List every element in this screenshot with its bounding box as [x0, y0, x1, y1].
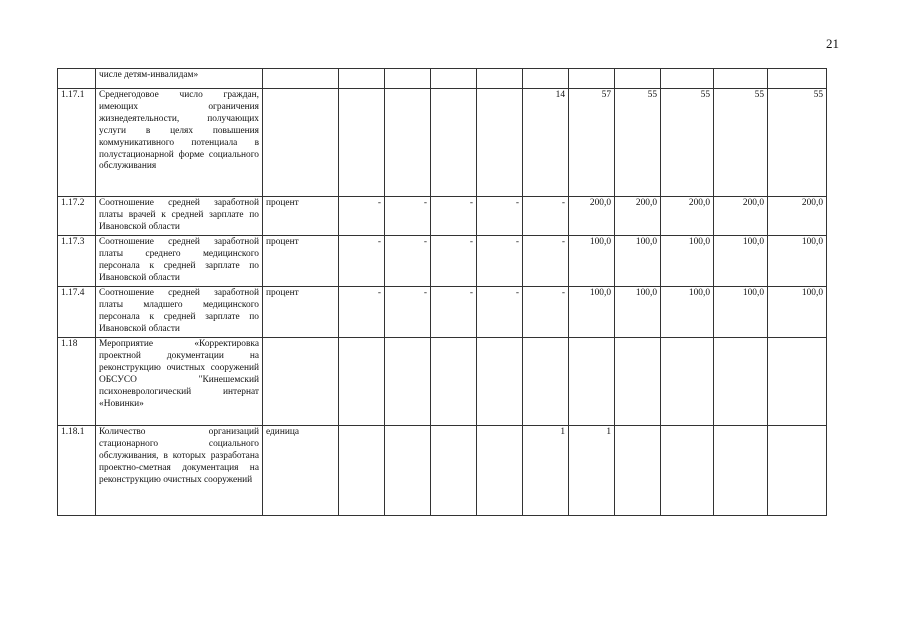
value-cell: 100,0	[768, 287, 827, 338]
indicator-name: Соотношение средней заработной платы среднего медицинского персонала к средней зарплате по Ивановской области	[96, 236, 263, 287]
row-number	[58, 69, 96, 89]
value-cell: 100,0	[714, 287, 768, 338]
table-row	[58, 69, 827, 89]
value-cell: -	[385, 236, 431, 287]
indicator-name: Соотношение средней заработной платы врачей к средней зарплате по Ивановской области	[96, 197, 263, 236]
unit-cell: процент	[263, 197, 339, 236]
value-cell	[615, 338, 661, 426]
value-cell: 55	[714, 89, 768, 197]
value-cell: 200,0	[661, 197, 714, 236]
value-cell: 100,0	[569, 236, 615, 287]
value-cell	[523, 69, 569, 89]
value-cell	[768, 69, 827, 89]
value-cell	[714, 69, 768, 89]
value-cell: -	[523, 236, 569, 287]
value-cell: -	[385, 287, 431, 338]
value-cell	[661, 69, 714, 89]
value-cell	[431, 89, 477, 197]
value-cell	[431, 338, 477, 426]
value-cell: 1	[569, 426, 615, 516]
value-cell: -	[523, 287, 569, 338]
value-cell	[477, 69, 523, 89]
value-cell: 100,0	[615, 287, 661, 338]
value-cell: -	[477, 287, 523, 338]
value-cell	[477, 89, 523, 197]
value-cell	[339, 426, 385, 516]
row-number: 1.17.1	[58, 89, 96, 197]
indicator-name: Мероприятие «Корректировка проектной документации на реконструкцию очистных сооружений ОБСУСО "Кинешемский психоневрологический интернат «Новинки»	[96, 338, 263, 426]
value-cell: 200,0	[569, 197, 615, 236]
value-cell	[339, 89, 385, 197]
value-cell	[714, 426, 768, 516]
indicator-name: Количество организаций стационарного социального обслуживания, в которых разработана проектно-сметная документация на реконструкцию очистных сооружений	[96, 426, 263, 516]
value-cell: 200,0	[714, 197, 768, 236]
value-cell: -	[523, 197, 569, 236]
table-row	[58, 89, 827, 197]
unit-cell	[263, 69, 339, 89]
value-cell: 100,0	[615, 236, 661, 287]
value-cell: 100,0	[768, 236, 827, 287]
value-cell	[523, 338, 569, 426]
unit-cell: единица	[263, 426, 339, 516]
table-row	[58, 236, 827, 287]
value-cell: 100,0	[661, 287, 714, 338]
row-number: 1.17.2	[58, 197, 96, 236]
value-cell: 14	[523, 89, 569, 197]
value-cell	[477, 426, 523, 516]
row-number: 1.17.3	[58, 236, 96, 287]
page-number: 21	[826, 36, 839, 51]
value-cell: -	[339, 236, 385, 287]
value-cell: -	[385, 197, 431, 236]
value-cell: 100,0	[569, 287, 615, 338]
value-cell: 57	[569, 89, 615, 197]
value-cell	[615, 69, 661, 89]
indicators-table	[57, 68, 827, 516]
value-cell: 55	[615, 89, 661, 197]
value-cell: -	[339, 287, 385, 338]
value-cell: -	[431, 197, 477, 236]
value-cell	[339, 69, 385, 89]
table-row	[58, 197, 827, 236]
value-cell	[768, 338, 827, 426]
table-row	[58, 426, 827, 516]
row-number: 1.18.1	[58, 426, 96, 516]
value-cell: -	[339, 197, 385, 236]
table-row	[58, 287, 827, 338]
value-cell	[661, 338, 714, 426]
row-number: 1.18	[58, 338, 96, 426]
value-cell	[385, 426, 431, 516]
value-cell: 100,0	[714, 236, 768, 287]
unit-cell	[263, 89, 339, 197]
value-cell	[615, 426, 661, 516]
value-cell: 55	[661, 89, 714, 197]
value-cell	[431, 426, 477, 516]
value-cell	[661, 426, 714, 516]
value-cell: 200,0	[768, 197, 827, 236]
value-cell: 55	[768, 89, 827, 197]
value-cell	[714, 338, 768, 426]
value-cell	[385, 69, 431, 89]
value-cell	[431, 69, 477, 89]
value-cell	[385, 89, 431, 197]
unit-cell: процент	[263, 236, 339, 287]
value-cell: 100,0	[661, 236, 714, 287]
value-cell	[569, 69, 615, 89]
value-cell	[768, 426, 827, 516]
table-row	[58, 338, 827, 426]
value-cell: -	[477, 236, 523, 287]
value-cell: -	[431, 287, 477, 338]
value-cell: 200,0	[615, 197, 661, 236]
value-cell: -	[431, 236, 477, 287]
indicator-name: Соотношение средней заработной платы младшего медицинского персонала к средней зарплате по Ивановской области	[96, 287, 263, 338]
indicator-name: Среднегодовое число граждан, имеющих ограничения жизнедеятельности, получающих услуги в целях повышения коммуникативного потенциала в полустационарной форме социального обслуживания	[96, 89, 263, 197]
unit-cell	[263, 338, 339, 426]
value-cell	[339, 338, 385, 426]
value-cell	[569, 338, 615, 426]
row-number: 1.17.4	[58, 287, 96, 338]
value-cell: -	[477, 197, 523, 236]
indicator-name: числе детям-инвалидам»	[96, 69, 263, 89]
unit-cell: процент	[263, 287, 339, 338]
value-cell	[385, 338, 431, 426]
value-cell: 1	[523, 426, 569, 516]
value-cell	[477, 338, 523, 426]
